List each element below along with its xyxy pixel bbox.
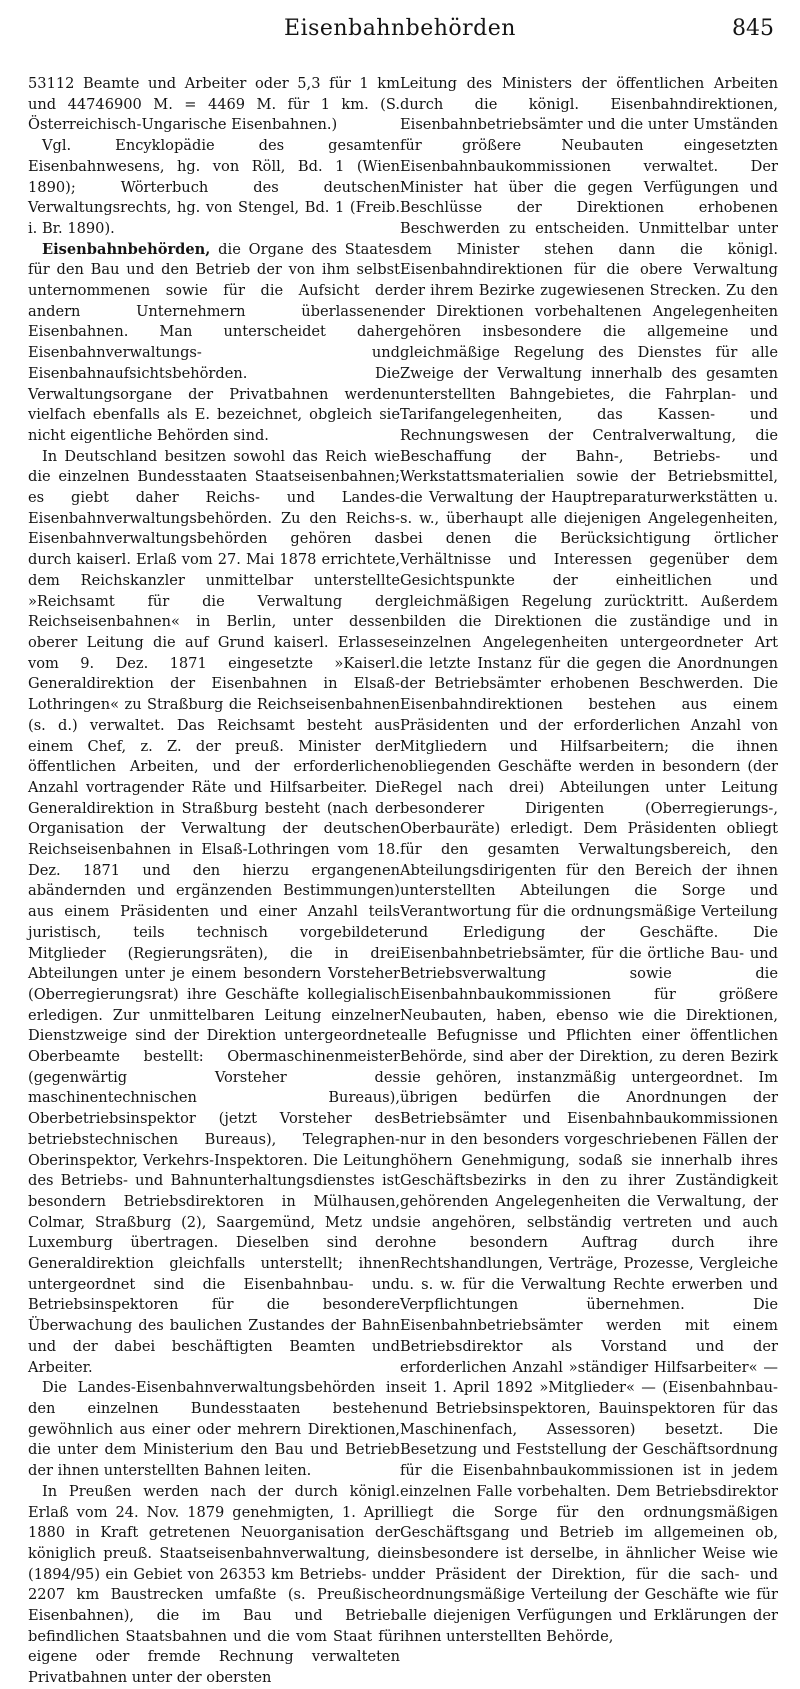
paragraph-preussen: In Preußen werden nach der durch königl. Erlaß vom 24. Nov. 1879 genehmigten, 1. April 1880 in Kraft getretenen Neuorganisation der königlich preuß. Staatseisenbahnverwaltung, die (1894/95) ein Gebiet von 26353 km Betriebs- und 2207 km Baustrecken umfaßte (s. Preußische Eisenbahnen), die im Bau und Betrieb befindlichen Staatsbahnen und die vom Staat für eigene oder fremde Rechnung verwalteten Privatbahnen unter der obersten <box>28 1482 400 1687</box>
page-header <box>0 0 800 60</box>
paragraph-deutschland: In Deutschland besitzen sowohl das Reich wie die einzelnen Bundesstaaten Staatseisenbahnen; es giebt daher Reichs- und Landes-Eisenbahnverwaltungsbehörden. Zu den Reichs-Eisenbahnverwaltungsbehörden gehören das durch kaiserl. Erlaß vom 27. Mai 1878 errichtete, dem Reichskanzler unmittelbar unterstellte »Reichsamt für die Verwaltung der Reichseisenbahnen« in Berlin, unter dessen oberer Leitung die auf Grund kaiserl. Erlasses vom 9. Dez. 1871 eingesetzte »Kaiserl. Generaldirektion der Eisenbahnen in Elsaß-Lothringen« zu Straßburg die Reichseisenbahnen (s. d.) verwaltet. Das Reichsamt besteht aus einem Chef, z. Z. der preuß. Minister der öffentlichen Arbeiten, und der erforderlichen Anzahl vortragender Räte und Hilfsarbeiter. Die Generaldirektion in Straßburg besteht (nach der Organisation der Verwaltung der deutschen Reichseisenbahnen in Elsaß-Lothringen vom 18. Dez. 1871 und den hierzu ergangenen abändernden und ergänzenden Bestimmungen) aus einem Präsidenten und einer Anzahl teils juristisch, teils technisch vorgebildeter Mitglieder (Regierungsräten), die in drei Abteilungen unter je einem besondern Vorsteher (Oberregierungsrat) ihre Geschäfte kollegialisch erledigen. Zur unmittelbaren Leitung einzelner Dienstzweige sind der Direktion untergeordnete Oberbeamte bestellt: Obermaschinenmeister (gegenwärtig Vorsteher des maschinentechnischen Bureaus), Oberbetriebsinspektor (jetzt Vorsteher des betriebstechnischen Bureaus), Telegraphen-Oberinspektor, Verkehrs-Inspektoren. Die Leitung des Betriebs- und Bahnunterhaltungsdienstes ist besondern Betriebsdirektoren in Mülhausen, Colmar, Straßburg (2), Saargemünd, Metz und Luxemburg übertragen. Dieselben sind der Generaldirektion gleichfalls unterstellt; ihnen untergeordnet sind die Eisenbahnbau- und Betriebsinspektoren für die besondere Überwachung des baulichen Zustandes der Bahn und der dabei beschäftigten Beamten und Arbeiter. <box>28 447 400 1376</box>
paragraph-entry <box>28 240 400 447</box>
right-column <box>400 74 778 1645</box>
paragraph-references: Vgl. Encyklopädie des gesamten Eisenbahnwesens, hg. von Röll, Bd. 1 (Wien 1890); Wörterbuch des deutschen Verwaltungsrechts, hg. von Stengel, Bd. 1 (Freib. i. Br. 1890). <box>28 137 400 237</box>
left-column <box>28 74 400 1687</box>
paragraph-continuation-right: Leitung des Ministers der öffentlichen Arbeiten durch die königl. Eisenbahndirektionen, Eisenbahnbetriebsämter und die unter Umständen für größere Neubauten eingesetzten Eisenbahnbaukommissionen verwaltet. Der Minister hat über die gegen Verfügungen und Beschlüsse der Direktionen erhobenen Beschwerden zu entscheiden. Unmittelbar unter dem Minister stehen dann die königl. Eisenbahndirektionen für die obere Verwaltung der ihrem Bezirke zugewiesenen Strecken. Zu den der Direktionen vorbehaltenen Angelegenheiten gehören insbesondere die allgemeine und gleichmäßige Regelung des Dienstes für alle Zweige der Verwaltung innerhalb des gesamten unterstellten Bahngebietes, die Fahrplan- und Tarifangelegenheiten, das Kassen- und Rechnungswesen der Centralverwaltung, die Beschaffung der Bahn-, Betriebs- und Werkstattsmaterialien sowie der Betriebsmittel, die Verwaltung der Hauptreparaturwerkstätten u. s. w., überhaupt alle diejenigen Angelegenheiten, bei denen die Berücksichtigung örtlicher Verhältnisse und Interessen gegenüber dem Gesichtspunkte der einheitlichen und gleichmäßigen Regelung zurücktritt. Außerdem bilden die Direktionen die zuständige und in einzelnen Angelegenheiten untergeordneter Art die letzte Instanz für die gegen die Anordnungen der Betriebsämter erhobenen Beschwerden. Die Eisenbahndirektionen bestehen aus einem Präsidenten und der erforderlichen Anzahl von Mitgliedern und Hilfsarbeitern; die ihnen obliegenden Geschäfte werden in besondern (der Regel nach drei) Abteilungen unter Leitung besonderer Dirigenten (Oberregierungs-, Oberbauräte) erledigt. Dem Präsidenten obliegt für den gesamten Verwaltungsbereich, den Abteilungsdirigenten für den Bereich der ihnen unterstellten Abteilungen die Sorge und Verantwortung für die ordnungsmäßige Verteilung und Erledigung der Geschäfte. Die Eisenbahnbetriebsämter, für die örtliche Bau- und Betriebsverwaltung sowie die Eisenbahnbaukommissionen für größere Neubauten, haben, ebenso wie die Direktionen, alle Befugnisse und Pflichten einer öffentlichen Behörde, sind aber der Direktion, zu deren Bezirk sie gehören, instanzmäßig untergeordnet. Im übrigen bedürfen die Anordnungen der Betriebsämter und Eisenbahnbaukommissionen nur in den besonders vorgeschriebenen Fällen der höhern Genehmigung, sodaß sie innerhalb ihres Geschäftsbezirks in den zu ihrer Zuständigkeit gehörenden Angelegenheiten die Verwaltung, der sie angehören, selbständig vertreten und auch ohne besondern Auftrag durch ihre Rechtshandlungen, Verträge, Prozesse, Vergleiche u. s. w. für die Verwaltung Rechte erwerben und Verpflichtungen übernehmen. Die Eisenbahnbetriebsämter werden mit einem Betriebsdirektor als Vorstand und der erforderlichen Anzahl »ständiger Hilfsarbeiter« — seit 1. April 1892 »Mitglieder« — (Eisenbahnbau- und Betriebsinspektoren, Bauinspektoren für das Maschinenfach, Assessoren) besetzt. Die Besetzung und Feststellung der Geschäftsordnung für die Eisenbahnbaukommissionen ist in jedem einzelnen Falle vorbehalten. Dem Betriebsdirektor liegt die Sorge für den ordnungsmäßigen Geschäftsgang und Betrieb im allgemeinen ob, insbesondere ist derselbe, in ähnlicher Weise wie der Präsident der Direktion, für die sach- und ordnungsmäßige Verteilung der Geschäfte wie für alle diejenigen Verfügungen und Erklärungen der ihnen unterstellten Behörde, <box>400 75 778 1645</box>
entry-lemma: Eisenbahnbehörden, <box>42 240 211 258</box>
page-number: 845 <box>732 16 774 41</box>
running-head-title: Eisenbahnbehörden <box>284 16 516 41</box>
paragraph-continuation: 53112 Beamte und Arbeiter oder 5,3 für 1 km und 44746900 M. = 4469 M. für 1 km. (S. Österreichisch-Ungarische Eisenbahnen.) <box>28 75 400 134</box>
paragraph-landes: Die Landes-Eisenbahnverwaltungsbehörden in den einzelnen Bundesstaaten bestehen gewöhnlich aus einer oder mehrern Direktionen, die unter dem Ministerium den Bau und Betrieb der ihnen unterstellten Bahnen leiten. <box>28 1379 400 1480</box>
entry-definition: die Organe des Staates für den Bau und den Betrieb der von ihm selbst unternommenen sowie für die Aufsicht der andern Unternehmern überlassenen Eisenbahnen. Man unterscheidet daher Eisenbahnverwaltungs- und Eisenbahnaufsichtsbehörden. Die Verwaltungsorgane der Privatbahnen werden vielfach ebenfalls als E. bezeichnet, obgleich sie nicht eigentliche Behörden sind. <box>28 240 400 444</box>
